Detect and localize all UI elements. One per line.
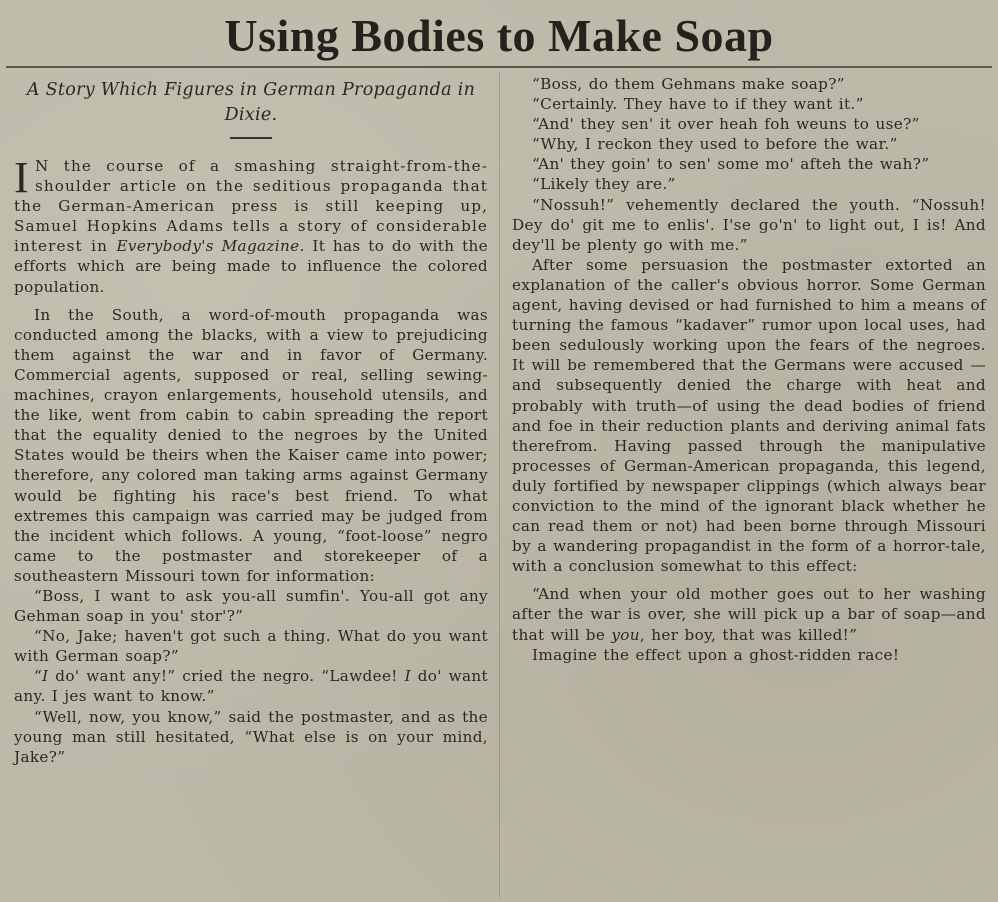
intro-text-1: N the course of a smashing straight-from-the-shoulder article on the seditious propaganda that the German-American press is still keeping up, Samuel Hopkins Adams tells a story of considerable interest in [14, 157, 488, 256]
quote-text: , her boy, that was killed!” [639, 625, 858, 644]
body-paragraph: In the South, a word-of-mouth propaganda was conducted among the blacks, with a view to prejudicing them against the war and in favor of Germany. Commercial agents, supposed or real, selling sewing-machines, crayon enlargements, household utensils, and the like, went from cabin to cabin spreading the report that the equality denied to the negroes by the United States would be theirs when the Kaiser came into power; therefore, any colored man taking arms against Germany would be fighting his race's best friend. To what extremes this campaign was carried may be judged from the incident which follows. A young, “foot-loose” negro came to the postmaster and storekeeper of a southeastern Missouri town for information: [14, 305, 488, 585]
body-paragraph: “Boss, do them Gehmans make soap?” [532, 75, 845, 93]
body-paragraph: “And' they sen' it over heah foh weuns to use?” [532, 115, 920, 134]
left-column [14, 74, 488, 767]
right-column [512, 74, 986, 665]
body-paragraph: “Well, now, you know,” said the postmaster, and as the young man still hesitated, “What else is on your mind, Jake?” [14, 707, 488, 766]
body-paragraph: “An' they goin' to sen' some mo' afteh the wah?” [532, 155, 930, 174]
deck-rule [230, 137, 272, 139]
quote-italic: you [611, 625, 640, 644]
quote-text: do' want any. I jes want to know.” [14, 667, 488, 706]
body-paragraph: “Boss, I want to ask you-all sumfin'. You-all got any Gehman soap in you' stor'?” [14, 586, 488, 626]
quote-text: “ [34, 667, 43, 686]
magazine-name: Everybody's Magazine [116, 237, 300, 256]
headline: Using Bodies to Make Soap [224, 10, 774, 61]
quote-italic: I [42, 667, 49, 686]
body-paragraph [512, 584, 986, 644]
intro-text-2: . It has to do with the efforts which are being made to influence the colored population. [14, 237, 488, 296]
quote-text: “And when your old mother goes out to her washing after the war is over, she will pick up a bar of soap—and that will be [512, 585, 986, 644]
drop-cap: I [14, 153, 30, 202]
headline-rule [6, 66, 992, 68]
body-paragraph: “Nossuh!” vehemently declared the youth. “Nossuh! Dey do' git me to enlis'. I'se go'n' to light out, I is! And dey'll be plenty go with me.” [512, 195, 986, 254]
body-paragraph: “Likely they are.” [532, 175, 676, 194]
body-paragraph: “Certainly. They have to if they want it.” [532, 95, 864, 114]
quote-italic: I [404, 667, 411, 686]
body-paragraph: After some persuasion the postmaster extorted an explanation of the caller's obvious horror. Some German agent, having devised or had furnished to him a means of turning the famous “kadaver” rumor upon local uses, had been sedulously working upon the fears of the negroes. It will be remembered that the Germans were accused — and subsequently denied the charge with heat and probably with truth—of using the dead bodies of friend and foe in their reduction plants and deriving animal fats therefrom. Having passed through the manipulative processes of German-American propaganda, this legend, duly fortified by newspaper clippings (which always bear conviction to the mind of the ignorant black whether he can read them or not) had been borne through Missouri by a wandering propagandist in the form of a horror-tale, with a conclusion somewhat to this effect: [512, 255, 986, 576]
intro-paragraph [14, 153, 488, 297]
body-paragraph [14, 666, 488, 706]
closing-paragraph: Imagine the effect upon a ghost-ridden race! [532, 645, 900, 664]
quote-text: do' want any!” cried the negro. “Lawdee! [48, 667, 405, 686]
column-divider [499, 72, 500, 898]
body-paragraph: “No, Jake; haven't got such a thing. What do you want with German soap?” [14, 627, 488, 666]
body-paragraph: “Why, I reckon they used to before the war.” [532, 135, 898, 154]
deck: A Story Which Figures in German Propaganda in Dixie. [26, 80, 476, 125]
